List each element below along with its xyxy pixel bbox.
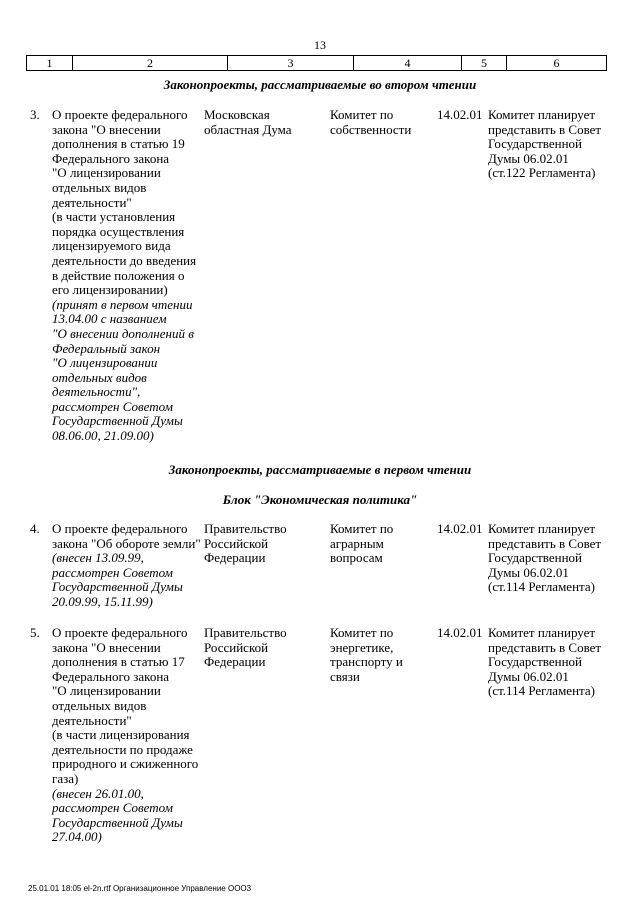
bill-note [488, 522, 613, 595]
block-heading: Блок "Экономическая политика" [222, 492, 418, 507]
committee-line: Комитет по [330, 521, 394, 536]
bill-title-line: Федерального закона [52, 150, 170, 166]
committee-line: Комитет по [330, 625, 394, 640]
column-number-2: 2 [73, 56, 228, 71]
initiator-line: Федерации [204, 654, 266, 670]
bill-history-line: "О внесении дополнений в [52, 325, 194, 341]
column-number-1: 1 [27, 56, 73, 71]
bill-title-line: закона "О внесении [52, 121, 161, 137]
note-line: Комитет планирует [488, 521, 596, 536]
bill-history-line: 08.06.00, 21.09.00) [52, 428, 154, 444]
bill-history-line: (внесен 26.01.00, [52, 785, 144, 801]
bill-history-line: рассмотрен Советом [52, 398, 173, 414]
committee-line: Комитет по [330, 107, 394, 122]
column-number-header [26, 55, 607, 71]
committee-line: энергетике, [330, 639, 394, 655]
bill-title-line: "О лицензировании [52, 683, 161, 699]
note-line: Государственной [488, 654, 583, 670]
note-line: Думы 06.02.01 [488, 564, 569, 580]
bill-history-line: деятельности", [52, 384, 141, 400]
initiator-line: Федерации [204, 550, 266, 566]
initiator-line: Московская [204, 107, 270, 122]
bill-history-line: рассмотрен Советом [52, 800, 173, 816]
note-line: (ст.114 Регламента) [488, 579, 595, 595]
initiator-line: Российской [204, 535, 269, 551]
bill-title-line: отдельных видов [52, 179, 147, 195]
bill-history-line: 13.04.00 с названием [52, 311, 167, 327]
bill-number: 3. [30, 107, 40, 122]
bill-number: 4. [30, 521, 40, 536]
initiator-line: Правительство [204, 521, 287, 536]
bill-title-line: дополнения в статью 19 [52, 136, 185, 152]
column-number-4: 4 [354, 56, 462, 71]
bill-history-line: Федеральный закон [52, 340, 161, 356]
bill-history-line: рассмотрен Советом [52, 564, 173, 580]
bill-date: 14.02.01 [437, 521, 483, 536]
bill-title-line: (в части установления [52, 209, 176, 225]
bill-title [52, 626, 202, 845]
bill-title-line: в действие положения о [52, 267, 185, 283]
bill-history-line: (внесен 13.09.99, [52, 550, 144, 566]
bill-committee [330, 108, 430, 137]
bill-number: 5. [30, 625, 40, 640]
bill-title-line: деятельности до введения [52, 252, 197, 268]
bill-title-line: "О лицензировании [52, 165, 161, 181]
bill-title-line: закона "О внесении [52, 639, 161, 655]
bill-title-line: О проекте федерального [52, 625, 188, 640]
bill-title-line: О проекте федерального [52, 107, 188, 122]
bill-committee [330, 522, 430, 566]
bill-history-line: отдельных видов [52, 369, 147, 385]
bill-note [488, 626, 613, 699]
bill-title [52, 522, 202, 610]
bill-date: 14.02.01 [437, 625, 483, 640]
bill-title-line: Федерального закона [52, 668, 170, 684]
note-line: Комитет планирует [488, 625, 596, 640]
bill-history-line: Государственной Думы [52, 814, 183, 830]
page-number: 13 [314, 38, 326, 52]
bill-title-line: газа) [52, 770, 79, 786]
bill-history-line: 20.09.99, 15.11.99) [52, 593, 153, 609]
bill-title-line: его лицензировании) [52, 282, 168, 298]
initiator-line: Российской [204, 639, 269, 655]
bill-committee [330, 626, 430, 684]
bill-title-line: порядка осуществления [52, 223, 185, 239]
bill-title-line: лицензируемого вида [52, 238, 171, 254]
bill-initiator [204, 626, 324, 670]
bill-date: 14.02.01 [437, 107, 483, 122]
bill-title-line: О проекте федерального [52, 521, 188, 536]
note-line: (ст.122 Регламента) [488, 165, 596, 181]
bill-title-line: отдельных видов [52, 697, 147, 713]
committee-line: транспорту и [330, 654, 403, 670]
bill-history-line: (принят в первом чтении [52, 296, 193, 312]
note-line: Государственной [488, 136, 583, 152]
committee-line: вопросам [330, 550, 383, 566]
bill-history-line: Государственной Думы [52, 413, 183, 429]
section-heading-first-reading: Законопроекты, рассматриваемые в первом чтении [168, 462, 472, 477]
bill-title-line: (в части лицензирования [52, 727, 190, 743]
committee-line: связи [330, 668, 360, 684]
initiator-line: Правительство [204, 625, 287, 640]
bill-history-line: 27.04.00) [52, 829, 102, 845]
note-line: Комитет планирует [488, 107, 596, 122]
bill-title [52, 108, 202, 444]
bill-title-line: закона "Об обороте земли" [52, 535, 201, 551]
note-line: Думы 06.02.01 [488, 668, 569, 684]
note-line: представить в Совет [488, 535, 602, 551]
note-line: представить в Совет [488, 121, 602, 137]
column-number-6: 6 [507, 56, 607, 71]
note-line: Думы 06.02.01 [488, 150, 569, 166]
section-heading-second-reading: Законопроекты, рассматриваемые во втором чтении [163, 77, 477, 92]
bill-title-line: деятельности" [52, 194, 132, 210]
bill-initiator [204, 522, 324, 566]
bill-history-line: "О лицензировании [52, 355, 158, 371]
note-line: Государственной [488, 550, 583, 566]
bill-history-line: Государственной Думы [52, 579, 183, 595]
bill-title-line: дополнения в статью 17 [52, 654, 185, 670]
committee-line: собственности [330, 121, 412, 137]
committee-line: аграрным [330, 535, 384, 551]
note-line: (ст.114 Регламента) [488, 683, 595, 699]
initiator-line: областная Дума [204, 121, 292, 137]
bill-title-line: природного и сжиженного [52, 756, 199, 772]
bill-title-line: деятельности по продаже [52, 741, 193, 757]
column-number-3: 3 [228, 56, 354, 71]
bill-title-line: деятельности" [52, 712, 132, 728]
footer-print-info: 25.01.01 18:05 el-2n.rtf Организационное Управление ООО3 [28, 884, 252, 893]
bill-note [488, 108, 613, 181]
bill-initiator [204, 108, 324, 137]
note-line: представить в Совет [488, 639, 602, 655]
column-number-5: 5 [462, 56, 507, 71]
